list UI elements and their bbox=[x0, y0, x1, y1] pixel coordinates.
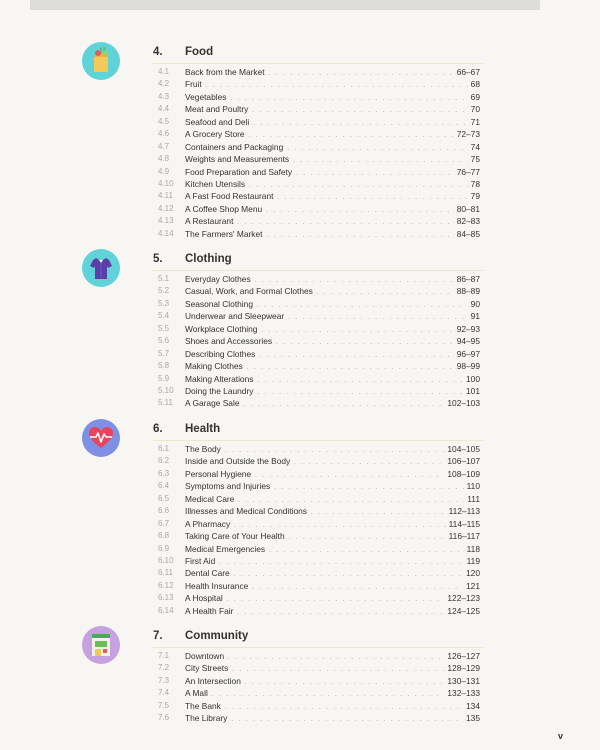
item-pages: 128–129 bbox=[444, 662, 480, 674]
item-title: A Coffee Shop Menu . . . bbox=[185, 203, 480, 215]
item-pages: 98–99 bbox=[454, 360, 480, 372]
chapter-item-list bbox=[0, 650, 600, 725]
item-number: 5.9 bbox=[158, 373, 170, 383]
item-title: City Streets . . . bbox=[185, 662, 480, 674]
item-title: First Aid . . . bbox=[185, 555, 480, 567]
toc-row[interactable] bbox=[0, 662, 600, 674]
toc-row[interactable] bbox=[0, 91, 600, 103]
item-number: 7.4 bbox=[158, 688, 170, 698]
chapter-heading bbox=[153, 253, 483, 271]
chapter-number: 5. bbox=[153, 253, 163, 265]
item-number: 4.7 bbox=[158, 141, 170, 151]
item-pages: 72–73 bbox=[454, 128, 480, 140]
item-number: 5.8 bbox=[158, 361, 170, 371]
item-pages: 94–95 bbox=[454, 335, 480, 347]
item-pages: 78 bbox=[468, 178, 480, 190]
item-pages: 132–133 bbox=[444, 687, 480, 699]
toc-row[interactable] bbox=[0, 228, 600, 240]
toc-row[interactable] bbox=[0, 190, 600, 202]
item-pages: 86–87 bbox=[454, 273, 480, 285]
item-pages: 116–117 bbox=[446, 530, 480, 542]
item-pages: 74 bbox=[468, 141, 480, 153]
item-number: 4.12 bbox=[158, 203, 174, 213]
item-title: Back from the Market . . . bbox=[185, 66, 480, 78]
toc-row[interactable] bbox=[0, 298, 600, 310]
item-title: Vegetables . . . bbox=[185, 91, 480, 103]
toc-row[interactable] bbox=[0, 468, 600, 480]
item-number: 4.13 bbox=[158, 216, 174, 226]
item-title: Casual, Work, and Formal Clothes . . . bbox=[185, 285, 480, 297]
page-number: v bbox=[558, 731, 564, 741]
item-title: A Pharmacy . . . bbox=[185, 518, 480, 530]
item-number: 6.13 bbox=[158, 593, 174, 603]
toc-row[interactable] bbox=[0, 385, 600, 397]
toc-row[interactable] bbox=[0, 215, 600, 227]
toc-row[interactable] bbox=[0, 128, 600, 140]
item-number: 6.6 bbox=[158, 506, 170, 516]
item-number: 4.3 bbox=[158, 91, 170, 101]
item-title: Making Clothes . . . bbox=[185, 360, 480, 372]
item-number: 6.2 bbox=[158, 456, 170, 466]
item-title: Making Alterations . . . bbox=[185, 373, 480, 385]
toc-row[interactable] bbox=[0, 712, 600, 724]
item-title: Food Preparation and Safety . . . bbox=[185, 166, 480, 178]
toc-row[interactable] bbox=[0, 650, 600, 662]
item-number: 4.6 bbox=[158, 129, 170, 139]
toc-row[interactable] bbox=[0, 580, 600, 592]
chapter-item-list bbox=[0, 443, 600, 617]
item-title: Dental Care . . . bbox=[185, 567, 480, 579]
chapter-title: Health bbox=[185, 423, 221, 435]
item-pages: 69 bbox=[468, 91, 480, 103]
toc-row[interactable] bbox=[0, 505, 600, 517]
chapter-item-list bbox=[0, 66, 600, 240]
item-pages: 118 bbox=[464, 543, 480, 555]
toc-row[interactable] bbox=[0, 335, 600, 347]
item-pages: 70 bbox=[468, 103, 480, 115]
item-title: Downtown . . . bbox=[185, 650, 480, 662]
item-number: 5.6 bbox=[158, 336, 170, 346]
item-number: 6.10 bbox=[158, 555, 174, 565]
toc-row[interactable] bbox=[0, 567, 600, 579]
toc-row[interactable] bbox=[0, 443, 600, 455]
chapter-title: Clothing bbox=[185, 253, 232, 265]
item-number: 5.1 bbox=[158, 274, 170, 283]
item-number: 7.3 bbox=[158, 675, 170, 685]
item-pages: 91 bbox=[468, 310, 480, 322]
item-title: The Farmers' Market . . . bbox=[185, 228, 480, 240]
item-title: A Restaurant . . . bbox=[185, 215, 480, 227]
item-pages: 104–105 bbox=[444, 443, 480, 455]
item-pages: 112–113 bbox=[446, 505, 480, 517]
toc-row[interactable] bbox=[0, 310, 600, 322]
toc-row[interactable] bbox=[0, 373, 600, 385]
toc-row[interactable] bbox=[0, 592, 600, 604]
chapter-heading bbox=[153, 46, 483, 64]
toc-row[interactable] bbox=[0, 323, 600, 335]
item-title: Taking Care of Your Health . . . bbox=[185, 530, 480, 542]
item-number: 6.5 bbox=[158, 493, 170, 503]
item-title: Seafood and Deli . . . bbox=[185, 116, 480, 128]
item-pages: 119 bbox=[464, 555, 480, 567]
item-pages: 88–89 bbox=[454, 285, 480, 297]
toc-row[interactable] bbox=[0, 605, 600, 617]
item-pages: 71 bbox=[468, 116, 480, 128]
toc-row[interactable] bbox=[0, 480, 600, 492]
item-title: Illnesses and Medical Conditions . . . bbox=[185, 505, 480, 517]
item-title: Kitchen Utensils . . . bbox=[185, 178, 480, 190]
toc-row[interactable] bbox=[0, 285, 600, 297]
item-pages: 66–67 bbox=[454, 66, 480, 78]
item-title: The Body . . . bbox=[185, 443, 480, 455]
item-title: Symptoms and Injuries . . . bbox=[185, 480, 480, 492]
item-title: A Hospital . . . bbox=[185, 592, 480, 604]
item-number: 6.12 bbox=[158, 580, 174, 590]
item-number: 6.9 bbox=[158, 543, 170, 553]
item-number: 6.8 bbox=[158, 531, 170, 541]
item-pages: 121 bbox=[463, 580, 480, 592]
toc-row[interactable] bbox=[0, 675, 600, 687]
item-title: Medical Care . . . bbox=[185, 493, 480, 505]
item-number: 5.11 bbox=[158, 398, 173, 408]
item-number: 7.1 bbox=[158, 651, 170, 660]
toc-row[interactable] bbox=[0, 66, 600, 78]
toc-row[interactable] bbox=[0, 203, 600, 215]
chapter-heading bbox=[153, 630, 483, 648]
item-title: The Library . . . bbox=[185, 712, 480, 724]
item-title: Weights and Measurements . . . bbox=[185, 153, 480, 165]
toc-row[interactable] bbox=[0, 103, 600, 115]
item-title: A Mall . . . bbox=[185, 687, 480, 699]
toc-row[interactable] bbox=[0, 78, 600, 90]
item-title: Meat and Poultry . . . bbox=[185, 103, 480, 115]
chapter-number: 4. bbox=[153, 46, 163, 58]
chapter-heading bbox=[153, 423, 483, 441]
toc-row[interactable] bbox=[0, 397, 600, 409]
item-title: A Fast Food Restaurant . . . bbox=[185, 190, 480, 202]
item-pages: 90 bbox=[468, 298, 480, 310]
item-pages: 96–97 bbox=[454, 348, 480, 360]
toc-row[interactable] bbox=[0, 153, 600, 165]
toc-row[interactable] bbox=[0, 493, 600, 505]
chapter-number: 6. bbox=[153, 423, 163, 435]
item-pages: 120 bbox=[463, 567, 480, 579]
item-title: Inside and Outside the Body . . . bbox=[185, 455, 480, 467]
item-number: 4.11 bbox=[158, 191, 173, 201]
item-pages: 110 bbox=[464, 480, 480, 492]
item-title: Shoes and Accessories . . . bbox=[185, 335, 480, 347]
item-pages: 79 bbox=[468, 190, 480, 202]
item-title: A Grocery Store . . . bbox=[185, 128, 480, 140]
chapter-title: Food bbox=[185, 46, 214, 58]
item-number: 6.4 bbox=[158, 481, 170, 491]
item-number: 4.4 bbox=[158, 104, 170, 114]
item-pages: 76–77 bbox=[454, 166, 480, 178]
toc-row[interactable] bbox=[0, 348, 600, 360]
toc-row[interactable] bbox=[0, 555, 600, 567]
item-title: Medical Emergencies . . . bbox=[185, 543, 480, 555]
toc-row[interactable] bbox=[0, 455, 600, 467]
item-title: Underwear and Sleepwear . . . bbox=[185, 310, 480, 322]
item-pages: 92–93 bbox=[454, 323, 480, 335]
toc-row[interactable] bbox=[0, 530, 600, 542]
item-title: Everyday Clothes . . . bbox=[185, 273, 480, 285]
item-title: Doing the Laundry . . . bbox=[185, 385, 480, 397]
toc-row[interactable] bbox=[0, 166, 600, 178]
toc-row[interactable] bbox=[0, 687, 600, 699]
item-number: 4.10 bbox=[158, 178, 174, 188]
item-pages: 80–81 bbox=[454, 203, 480, 215]
item-number: 6.14 bbox=[158, 605, 174, 615]
item-number: 6.1 bbox=[158, 444, 170, 453]
item-pages: 106–107 bbox=[444, 455, 480, 467]
item-pages: 101 bbox=[463, 385, 480, 397]
item-number: 4.2 bbox=[158, 79, 170, 89]
item-number: 4.5 bbox=[158, 116, 170, 126]
item-pages: 126–127 bbox=[444, 650, 480, 662]
item-title: A Garage Sale . . . bbox=[185, 397, 480, 409]
item-pages: 75 bbox=[468, 153, 480, 165]
toc-row[interactable] bbox=[0, 141, 600, 153]
item-pages: 68 bbox=[468, 78, 480, 90]
item-pages: 82–83 bbox=[454, 215, 480, 227]
toc-row[interactable] bbox=[0, 700, 600, 712]
item-title: Fruit . . . bbox=[185, 78, 480, 90]
item-number: 7.6 bbox=[158, 713, 170, 723]
item-number: 6.3 bbox=[158, 468, 170, 478]
item-number: 5.4 bbox=[158, 311, 170, 321]
toc-row[interactable] bbox=[0, 360, 600, 372]
item-title: Health Insurance . . . bbox=[185, 580, 480, 592]
item-title: Seasonal Clothing . . . bbox=[185, 298, 480, 310]
item-number: 5.5 bbox=[158, 323, 170, 333]
item-pages: 124–125 bbox=[444, 605, 480, 617]
item-number: 5.3 bbox=[158, 298, 170, 308]
item-number: 4.1 bbox=[158, 67, 170, 76]
item-pages: 84–85 bbox=[454, 228, 480, 240]
item-pages: 135 bbox=[463, 712, 480, 724]
chapter-title: Community bbox=[185, 630, 249, 642]
item-pages: 102–103 bbox=[444, 397, 480, 409]
toc-row[interactable] bbox=[0, 116, 600, 128]
item-pages: 100 bbox=[463, 373, 480, 385]
toc-row[interactable] bbox=[0, 543, 600, 555]
item-title: Workplace Clothing . . . bbox=[185, 323, 480, 335]
item-number: 4.14 bbox=[158, 228, 174, 238]
item-title: An Intersection . . . bbox=[185, 675, 480, 687]
item-number: 4.8 bbox=[158, 154, 170, 164]
top-edge-strip bbox=[30, 0, 540, 10]
chapter-number: 7. bbox=[153, 630, 163, 642]
toc-row[interactable] bbox=[0, 273, 600, 285]
item-title: Describing Clothes . . . bbox=[185, 348, 480, 360]
item-number: 5.10 bbox=[158, 385, 174, 395]
item-pages: 134 bbox=[463, 700, 480, 712]
item-number: 6.7 bbox=[158, 518, 170, 528]
item-pages: 114–115 bbox=[446, 518, 480, 530]
item-title: Containers and Packaging . . . bbox=[185, 141, 480, 153]
item-pages: 122–123 bbox=[444, 592, 480, 604]
item-pages: 130–131 bbox=[444, 675, 480, 687]
item-pages: 111 bbox=[464, 493, 480, 505]
item-title: A Health Fair . . . bbox=[185, 605, 480, 617]
item-number: 5.7 bbox=[158, 348, 170, 358]
item-number: 7.5 bbox=[158, 700, 170, 710]
item-number: 4.9 bbox=[158, 166, 170, 176]
item-pages: 108–109 bbox=[444, 468, 480, 480]
item-number: 5.2 bbox=[158, 286, 170, 296]
toc-row[interactable] bbox=[0, 518, 600, 530]
item-title: Personal Hygiene . . . bbox=[185, 468, 480, 480]
item-number: 6.11 bbox=[158, 568, 173, 578]
toc-row[interactable] bbox=[0, 178, 600, 190]
chapter-item-list bbox=[0, 273, 600, 410]
item-title: The Bank . . . bbox=[185, 700, 480, 712]
item-number: 7.2 bbox=[158, 663, 170, 673]
